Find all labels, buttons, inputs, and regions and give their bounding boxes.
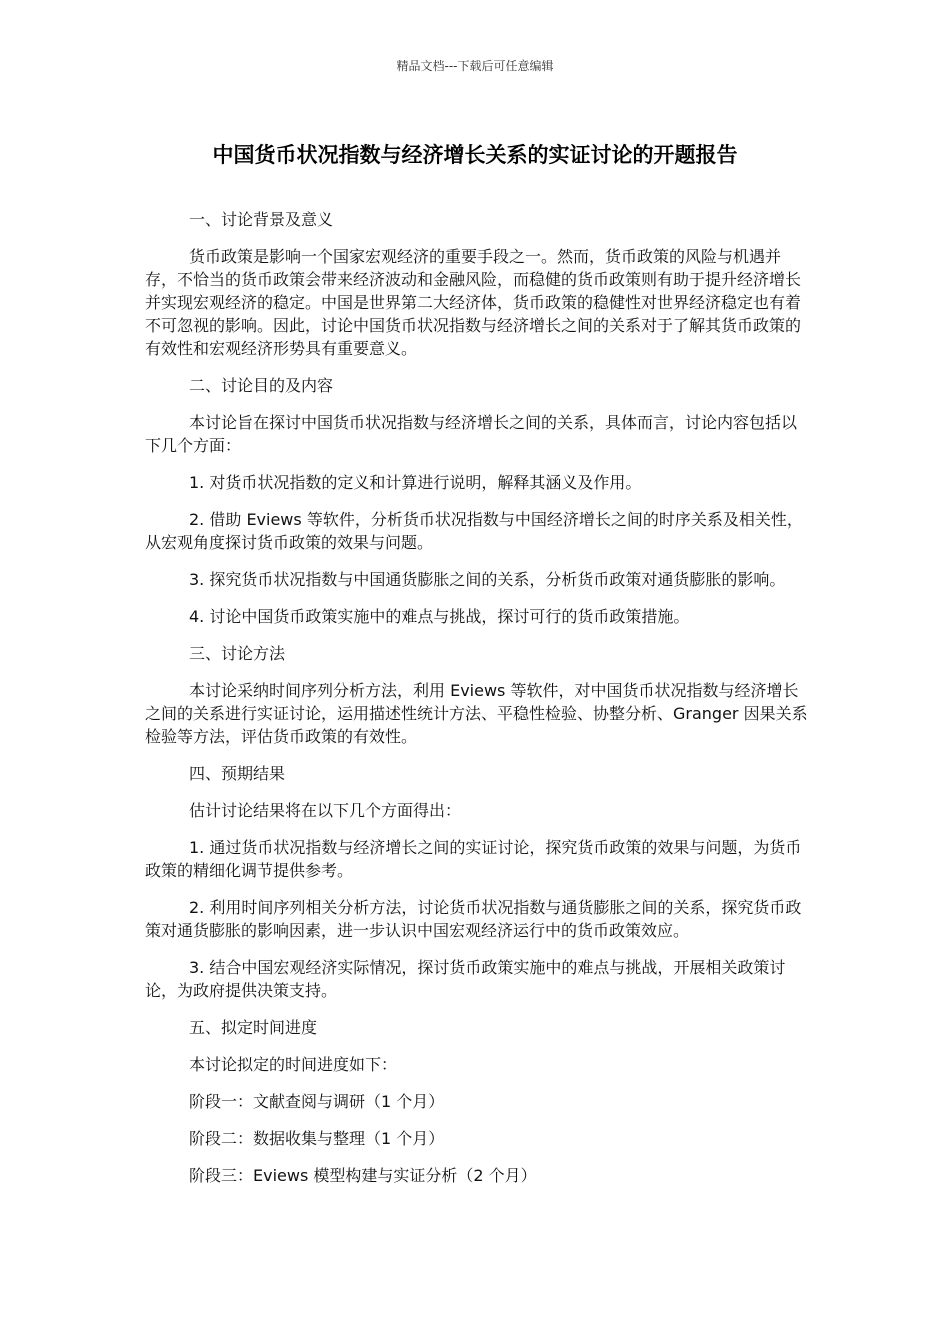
list-item-results-1: 1. 通过货币状况指数与经济增长之间的实证讨论，探究货币政策的效果与问题，为货币政策的精细化调节提供参考。: [145, 838, 802, 880]
section-heading-results: 四、预期结果: [189, 764, 286, 783]
list-item-results-2: 2. 利用时间序列相关分析方法，讨论货币状况指数与通货膨胀之间的关系，探究货币政策对通货膨胀的影响因素，进一步认识中国宏观经济运行中的货币政策效应。: [145, 898, 802, 940]
paragraph-schedule-intro: 本讨论拟定的时间进度如下：: [189, 1055, 398, 1074]
schedule-stage-1: 阶段一：文献查阅与调研（1 个月）: [189, 1092, 445, 1111]
list-item-results-3: 3. 结合中国宏观经济实际情况，探讨货币政策实施中的难点与挑战，开展相关政策讨论，为政府提供决策支持。: [145, 958, 786, 1000]
list-item-purpose-2: 2. 借助 Eviews 等软件，分析货币状况指数与中国经济增长之间的时序关系及相关性，从宏观角度探讨货币政策的效果与问题。: [145, 510, 803, 552]
paragraph-method: 本讨论采纳时间序列分析方法，利用 Eviews 等软件，对中国货币状况指数与经济增长之间的关系进行实证讨论，运用描述性统计方法、平稳性检验、协整分析、Granger 因果关系检验等方法，评估货币政策的有效性。: [145, 681, 808, 746]
list-item-purpose-3: 3. 探究货币状况指数与中国通货膨胀之间的关系，分析货币政策对通货膨胀的影响。: [189, 570, 786, 589]
paragraph-background: 货币政策是影响一个国家宏观经济的重要手段之一。然而，货币政策的风险与机遇并存，不恰当的货币政策会带来经济波动和金融风险，而稳健的货币政策则有助于提升经济增长并实现宏观经济的稳定。中国是世界第二大经济体，货币政策的稳健性对世界经济稳定也有着不可忽视的影响。因此，讨论中国货币状况指数与经济增长之间的关系对于了解其货币政策的有效性和宏观经济形势具有重要意义。: [145, 247, 802, 358]
list-item-purpose-4: 4. 讨论中国货币政策实施中的难点与挑战，探讨可行的货币政策措施。: [189, 607, 690, 626]
section-heading-background: 一、讨论背景及意义: [189, 210, 334, 229]
list-item-purpose-1: 1. 对货币状况指数的定义和计算进行说明，解释其涵义及作用。: [189, 473, 642, 492]
section-heading-purpose: 二、讨论目的及内容: [189, 376, 334, 395]
document-title: 中国货币状况指数与经济增长关系的实证讨论的开题报告: [212, 143, 738, 167]
paragraph-results-intro: 估计讨论结果将在以下几个方面得出：: [189, 801, 462, 820]
paragraph-purpose-intro: 本讨论旨在探讨中国货币状况指数与经济增长之间的关系，具体而言，讨论内容包括以下几个方面：: [145, 413, 798, 455]
schedule-stage-2: 阶段二：数据收集与整理（1 个月）: [189, 1129, 445, 1148]
section-heading-schedule: 五、拟定时间进度: [189, 1018, 318, 1037]
document-body: [145, 208, 809, 1201]
header-note: 精品文档---下载后可任意编辑: [396, 59, 554, 73]
section-heading-method: 三、讨论方法: [189, 644, 286, 663]
schedule-stage-3: 阶段三：Eviews 模型构建与实证分析（2 个月）: [189, 1166, 537, 1185]
